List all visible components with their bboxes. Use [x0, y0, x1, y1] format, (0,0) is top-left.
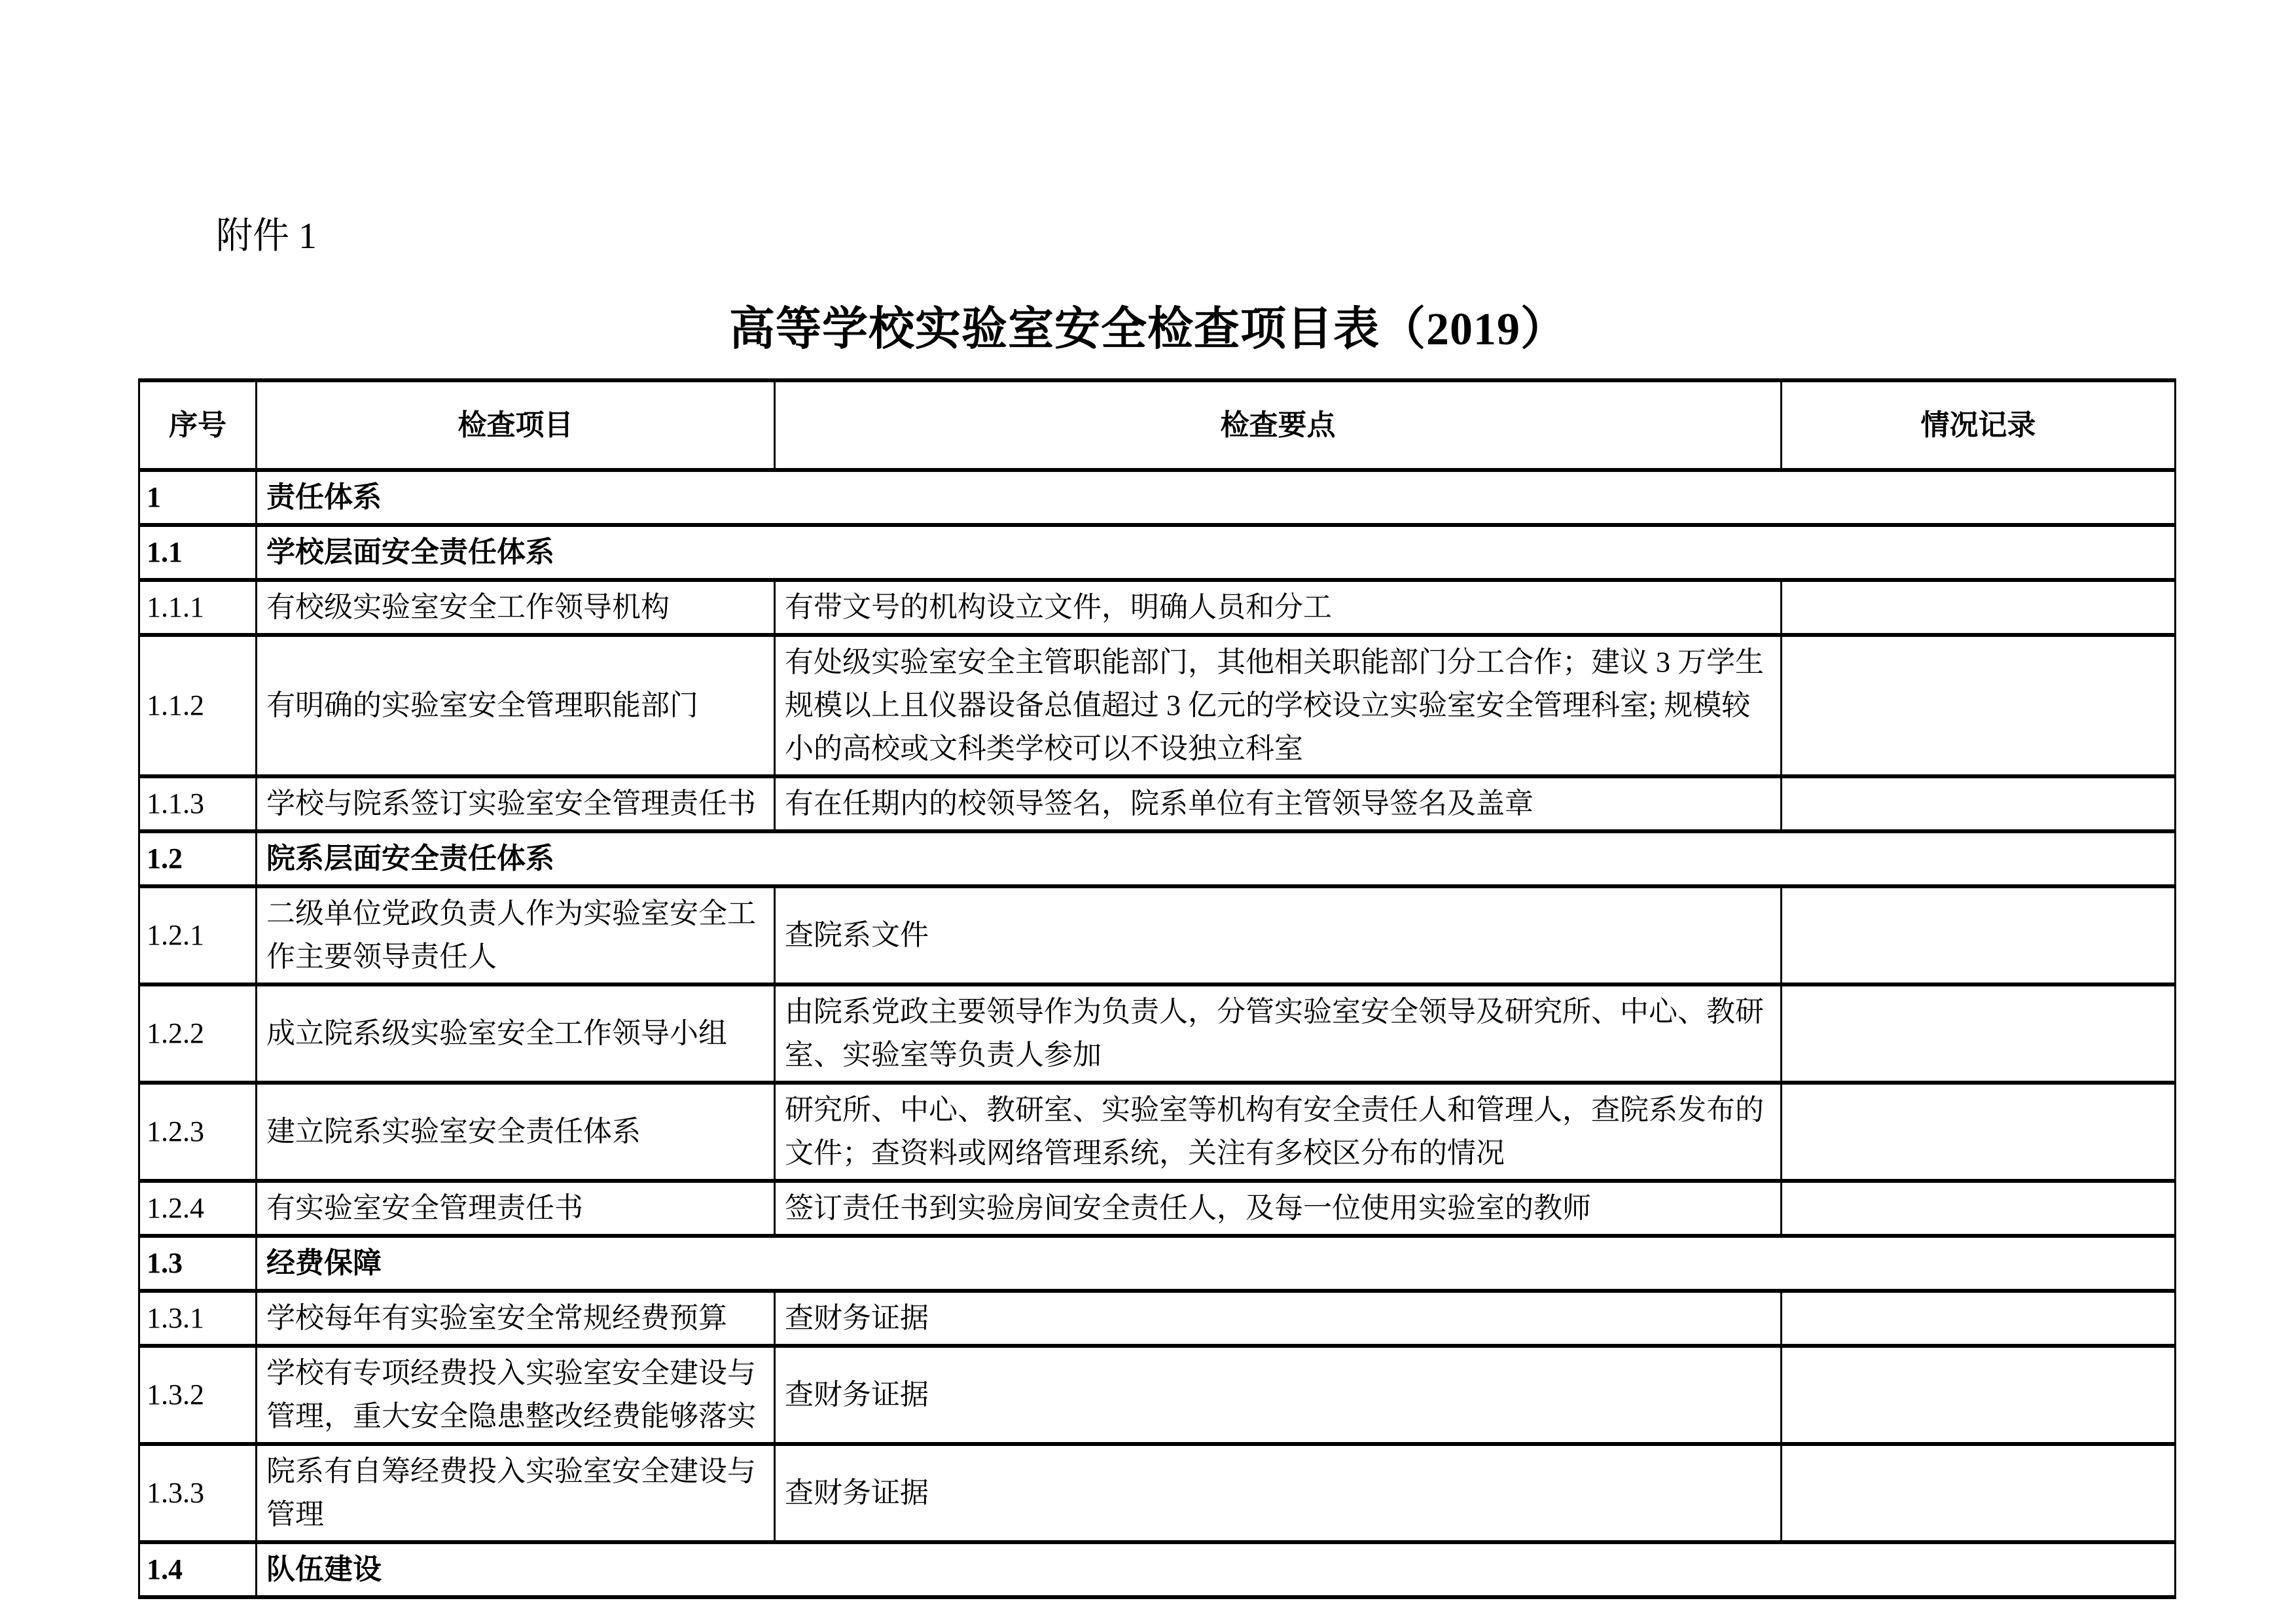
- inspection-item-cell: 学校与院系签订实验室安全管理责任书: [257, 776, 775, 831]
- inspection-item-cell: 有实验室安全管理责任书: [257, 1181, 775, 1236]
- table-row: [139, 886, 2176, 984]
- inspection-item-cell: 责任体系: [257, 470, 2176, 525]
- table-row: [139, 984, 2176, 1083]
- inspection-item-cell: 有明确的实验室安全管理职能部门: [257, 635, 775, 776]
- record-cell: [1782, 635, 2176, 776]
- inspection-points-cell: 查财务证据: [775, 1346, 1782, 1444]
- section-row: [139, 1542, 2176, 1597]
- row-number-cell: 1.1.1: [139, 580, 257, 635]
- inspection-points-cell: 有在任期内的校领导签名，院系单位有主管领导签名及盖章: [775, 776, 1782, 831]
- inspection-item-cell: 建立院系实验室安全责任体系: [257, 1083, 775, 1181]
- record-cell: [1782, 984, 2176, 1083]
- table-row: [139, 1083, 2176, 1181]
- record-cell: [1782, 1444, 2176, 1542]
- inspection-item-cell: 二级单位党政负责人作为实验室安全工作主要领导责任人: [257, 886, 775, 984]
- inspection-item-cell: 学校每年有实验室安全常规经费预算: [257, 1291, 775, 1346]
- table-row: [139, 635, 2176, 776]
- table-row: [139, 1346, 2176, 1444]
- table-row: [139, 1181, 2176, 1236]
- section-row: [139, 1236, 2176, 1291]
- section-row: [139, 831, 2176, 886]
- row-number-cell: 1.3.1: [139, 1291, 257, 1346]
- record-cell: [1782, 886, 2176, 984]
- row-number-cell: 1.3.2: [139, 1346, 257, 1444]
- section-row: [139, 525, 2176, 580]
- inspection-item-cell: 院系层面安全责任体系: [257, 831, 2176, 886]
- section-row: [139, 470, 2176, 525]
- inspection-item-cell: 院系有自筹经费投入实验室安全建设与管理: [257, 1444, 775, 1542]
- inspection-points-cell: 查财务证据: [775, 1444, 1782, 1542]
- table-row: [139, 1291, 2176, 1346]
- row-number-cell: 1.2: [139, 831, 257, 886]
- row-number-cell: 1.1.3: [139, 776, 257, 831]
- column-header-record: 情况记录: [1782, 380, 2176, 470]
- record-cell: [1782, 776, 2176, 831]
- row-number-cell: 1.4: [139, 1542, 257, 1597]
- row-number-cell: 1: [139, 470, 257, 525]
- record-cell: [1782, 580, 2176, 635]
- record-cell: [1782, 1291, 2176, 1346]
- row-number-cell: 1.3: [139, 1236, 257, 1291]
- row-number-cell: 1.3.3: [139, 1444, 257, 1542]
- inspection-points-cell: 由院系党政主要领导作为负责人，分管实验室安全领导及研究所、中心、教研室、实验室等负责人参加: [775, 984, 1782, 1083]
- inspection-item-cell: 学校层面安全责任体系: [257, 525, 2176, 580]
- inspection-points-cell: 有带文号的机构设立文件，明确人员和分工: [775, 580, 1782, 635]
- column-header-number: 序号: [139, 380, 257, 470]
- attachment-label: 附件 1: [216, 216, 317, 257]
- inspection-item-cell: 学校有专项经费投入实验室安全建设与管理，重大安全隐患整改经费能够落实: [257, 1346, 775, 1444]
- inspection-item-cell: 经费保障: [257, 1236, 2176, 1291]
- table-row: [139, 580, 2176, 635]
- column-header-points: 检查要点: [775, 380, 1782, 470]
- record-cell: [1782, 1083, 2176, 1181]
- inspection-points-cell: 签订责任书到实验房间安全责任人，及每一位使用实验室的教师: [775, 1181, 1782, 1236]
- table-header-row: [139, 380, 2176, 470]
- record-cell: [1782, 1346, 2176, 1444]
- row-number-cell: 1.2.3: [139, 1083, 257, 1181]
- record-cell: [1782, 1181, 2176, 1236]
- table-row: [139, 1444, 2176, 1542]
- row-number-cell: 1.2.2: [139, 984, 257, 1083]
- row-number-cell: 1.2.4: [139, 1181, 257, 1236]
- column-header-item: 检查项目: [257, 380, 775, 470]
- page-title: 高等学校实验室安全检查项目表（2019）: [729, 304, 1567, 355]
- row-number-cell: 1.1: [139, 525, 257, 580]
- inspection-item-cell: 有校级实验室安全工作领导机构: [257, 580, 775, 635]
- table-row: [139, 776, 2176, 831]
- row-number-cell: 1.1.2: [139, 635, 257, 776]
- inspection-points-cell: 查财务证据: [775, 1291, 1782, 1346]
- inspection-points-cell: 查院系文件: [775, 886, 1782, 984]
- inspection-item-cell: 队伍建设: [257, 1542, 2176, 1597]
- row-number-cell: 1.2.1: [139, 886, 257, 984]
- inspection-table: [138, 378, 2176, 1599]
- inspection-points-cell: 研究所、中心、教研室、实验室等机构有安全责任人和管理人，查院系发布的文件；查资料或网络管理系统，关注有多校区分布的情况: [775, 1083, 1782, 1181]
- inspection-item-cell: 成立院系级实验室安全工作领导小组: [257, 984, 775, 1083]
- inspection-points-cell: 有处级实验室安全主管职能部门，其他相关职能部门分工合作；建议 3 万学生规模以上且仪器设备总值超过 3 亿元的学校设立实验室安全管理科室; 规模较小的高校或文科类学校可以不设独立科室: [775, 635, 1782, 776]
